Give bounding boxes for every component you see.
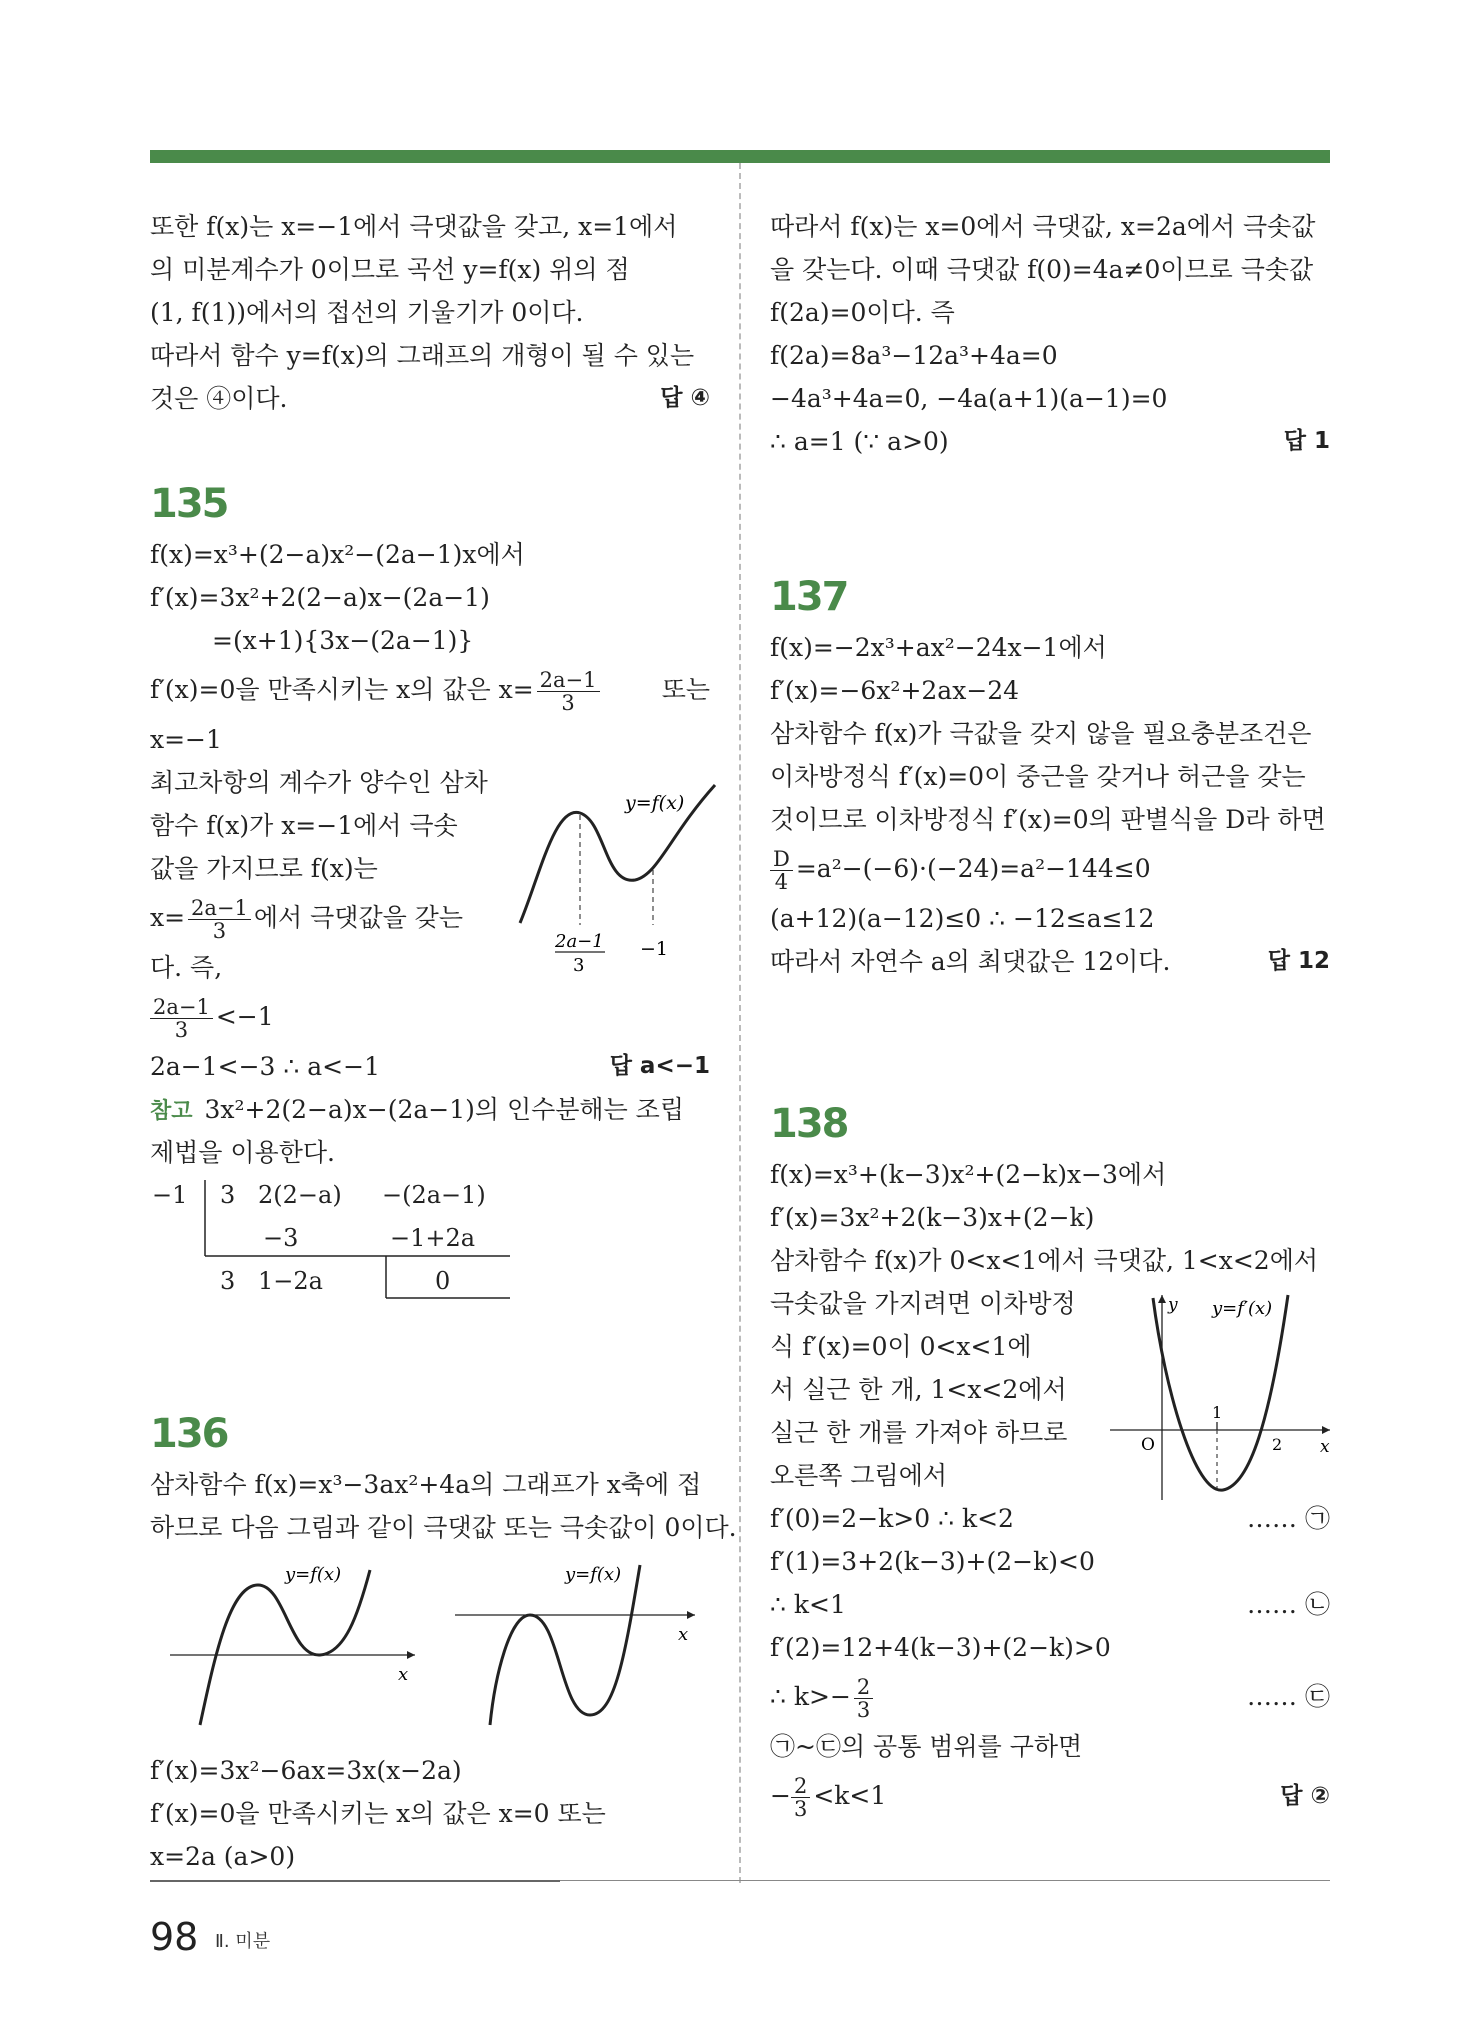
fraction-denominator: 3: [561, 691, 575, 715]
text-line: 삼차함수 f(x)=x³−3ax²+4a의 그래프가 x축에 접: [150, 1470, 702, 1499]
equation-tag: …… ㉢: [1247, 1682, 1330, 1711]
text-line: f(x)=x³+(k−3)x²+(2−k)x−3에서: [770, 1160, 1167, 1189]
text-line: (1, f(1))에서의 접선의 기울기가 0이다.: [150, 298, 584, 327]
text-segment: ∴ k<1: [770, 1590, 846, 1619]
graph-label: y=f′(x): [1212, 1298, 1273, 1319]
text-segment: <−1: [215, 1002, 274, 1031]
text-line: [150, 989, 710, 1045]
fraction-numerator: D: [770, 848, 793, 871]
axis-label: x: [398, 1664, 409, 1685]
synth-cell: −1: [152, 1181, 188, 1209]
axis-label: x: [678, 1624, 689, 1645]
text-line: 함수 f(x)가 x=−1에서 극솟: [150, 811, 458, 840]
synth-cell: −1+2a: [390, 1224, 476, 1252]
problem-number: 135: [150, 481, 228, 527]
text-line: f′(x)=0을 만족시키는 x의 값은 x=0 또는: [150, 1799, 606, 1828]
text-line: (a+12)(a−12)≤0 ∴ −12≤a≤12: [770, 904, 1155, 933]
equation-tag: …… ㉠: [1247, 1504, 1330, 1533]
text-line: f(x)=−2x³+ax²−24x−1에서: [770, 633, 1107, 662]
text-line: 제법을 이용한다.: [150, 1138, 335, 1167]
text-line: [770, 940, 1330, 983]
text-segment: f′(x)=0을 만족시키는 x의 값은 x=: [150, 675, 534, 704]
problem-number: 136: [150, 1411, 228, 1457]
graph-tick: −1: [640, 938, 669, 960]
graph-136-b: [450, 1555, 710, 1735]
text-line: =(x+1){3x−(2a−1)}: [212, 626, 474, 655]
chapter-label: Ⅱ. 미분: [215, 1931, 271, 1952]
problem-number: 138: [770, 1101, 848, 1147]
text-line: [150, 377, 710, 420]
note-label: 참고: [150, 1099, 193, 1124]
answer-label: 답 1: [1283, 428, 1330, 454]
axis-label: x: [1320, 1437, 1330, 1457]
text-line: [770, 1768, 1330, 1824]
text-line: 식 f′(x)=0이 0<x<1에: [770, 1332, 1032, 1361]
text-line: f′(2)=12+4(k−3)+(2−k)>0: [770, 1633, 1111, 1662]
graph-tick-denominator: 3: [573, 955, 585, 975]
text-segment: =a²−(−6)·(−24)=a²−144≤0: [795, 854, 1151, 883]
synth-cell: −(2a−1): [382, 1181, 486, 1209]
text-segment: 것은 ④이다.: [150, 384, 288, 413]
synth-cell: −3: [263, 1224, 299, 1252]
text-line: −4a³+4a=0, −4a(a+1)(a−1)=0: [770, 384, 1168, 413]
text-line: 이차방정식 f′(x)=0이 중근을 갖거나 허근을 갖는: [770, 762, 1306, 791]
fraction-numerator: 2a−1: [188, 897, 251, 920]
fraction: [791, 1775, 810, 1820]
fraction: [854, 1676, 873, 1721]
graph-label: y=f(x): [565, 1564, 622, 1585]
fraction: [188, 897, 251, 942]
synth-cell: 2(2−a): [258, 1181, 342, 1209]
equation-tag: …… ㉡: [1247, 1590, 1330, 1619]
fraction-numerator: 2: [854, 1676, 873, 1699]
fraction: [770, 848, 793, 893]
text-segment: ∴ a=1 (∵ a>0): [770, 427, 949, 456]
graph-135: [510, 775, 725, 975]
answer-label: 답 12: [1267, 948, 1330, 974]
text-line: 다. 즉,: [150, 953, 223, 982]
text-line: 삼차함수 f(x)가 극값을 갖지 않을 필요충분조건은: [770, 719, 1312, 748]
text-segment: 따라서 자연수 a의 최댓값은 12이다.: [770, 947, 1171, 976]
graph-138: [1105, 1290, 1335, 1505]
text-line: 따라서 f(x)는 x=0에서 극댓값, x=2a에서 극솟값: [770, 212, 1316, 241]
synth-cell: 1−2a: [258, 1267, 323, 1295]
fraction-denominator: 3: [174, 1018, 189, 1042]
text-line: [150, 662, 710, 718]
page-number: 98: [150, 1915, 199, 1959]
origin-label: O: [1141, 1435, 1155, 1455]
answer-label: 답 ④: [660, 385, 710, 411]
header-bar: [150, 150, 1330, 163]
text-line: 따라서 함수 y=f(x)의 그래프의 개형이 될 수 있는: [150, 341, 695, 370]
right-column: [770, 205, 1330, 463]
graph-tick-numerator: 2a−1: [555, 931, 604, 952]
fraction-numerator: 2: [791, 1775, 810, 1798]
text-segment: x=: [150, 903, 186, 932]
axis-label: y: [1168, 1295, 1178, 1315]
text-line: [150, 1045, 710, 1088]
problem-number: 137: [770, 574, 848, 620]
text-line: [770, 841, 1330, 897]
tick-label: 1: [1212, 1403, 1223, 1422]
fraction-denominator: 3: [793, 1797, 808, 1821]
synth-cell: 3: [220, 1181, 236, 1209]
fraction: [150, 996, 213, 1041]
text-line: 서 실근 한 개, 1<x<2에서: [770, 1375, 1067, 1404]
footer-rule-bold: [150, 1880, 560, 1882]
text-line: 값을 가지므로 f(x)는: [150, 854, 378, 883]
tick-label: 2: [1272, 1435, 1283, 1454]
text-line: f′(x)=−6x²+2ax−24: [770, 676, 1020, 705]
text-line: f′(x)=3x²−6ax=3x(x−2a): [150, 1756, 462, 1785]
text-line: 극솟값을 가지려면 이차방정: [770, 1289, 1076, 1318]
text-segment: f′(0)=2−k>0 ∴ k<2: [770, 1504, 1014, 1533]
answer-label: 답 a<−1: [609, 1053, 710, 1079]
fraction-denominator: 4: [774, 870, 789, 894]
text-line: [770, 420, 1330, 463]
synth-lines: [150, 1174, 510, 1304]
graph-label: y=f(x): [285, 1564, 342, 1585]
text-segment: 에서 극댓값을 갖는: [253, 903, 463, 932]
text-line: f(2a)=0이다. 즉: [770, 298, 955, 327]
fraction-denominator: 3: [212, 919, 227, 943]
text-line: f′(x)=3x²+2(k−3)x+(2−k): [770, 1203, 1095, 1232]
text-line: 또한 f(x)는 x=−1에서 극댓값을 갖고, x=1에서: [150, 212, 678, 241]
left-column: [150, 205, 710, 420]
text-line: 하므로 다음 그림과 같이 극댓값 또는 극솟값이 0이다.: [150, 1513, 737, 1542]
fraction-numerator: 2a−1: [537, 669, 600, 692]
text-segment: <k<1: [813, 1781, 887, 1810]
text-line: 의 미분계수가 0이므로 곡선 y=f(x) 위의 점: [150, 255, 630, 284]
synthetic-division: [150, 1174, 710, 1304]
text-line: 실근 한 개를 가져야 하므로: [770, 1418, 1068, 1447]
text-line: f(2a)=8a³−12a³+4a=0: [770, 341, 1058, 370]
synth-cell: 3: [220, 1267, 236, 1295]
text-line: 삼차함수 f(x)가 0<x<1에서 극댓값, 1<x<2에서: [770, 1246, 1319, 1275]
text-line: x=−1: [150, 725, 222, 754]
text-segment: 또는: [661, 675, 710, 704]
problem-137: [770, 568, 1330, 983]
text-line: [770, 1583, 1330, 1626]
fraction-numerator: 2a−1: [150, 996, 213, 1019]
text-line: f′(1)=3+2(k−3)+(2−k)<0: [770, 1547, 1095, 1576]
text-segment: 3x²+2(2−a)x−(2a−1)의 인수분해는 조립: [204, 1095, 684, 1124]
text-line: f(x)=x³+(2−a)x²−(2a−1)x에서: [150, 540, 525, 569]
answer-label: 답 ②: [1280, 1783, 1330, 1809]
text-line: 오른쪽 그림에서: [770, 1461, 947, 1490]
text-line: f′(x)=3x²+2(2−a)x−(2a−1): [150, 583, 490, 612]
column-divider: [739, 163, 741, 1883]
text-line: [150, 1088, 710, 1131]
fraction: [537, 669, 600, 714]
text-segment: 2a−1<−3 ∴ a<−1: [150, 1052, 380, 1081]
graph-136-a: [160, 1555, 420, 1735]
graph-label: y=f(x): [625, 792, 685, 814]
text-line: ㉠~㉢의 공통 범위를 구하면: [770, 1732, 1083, 1761]
text-line: 최고차항의 계수가 양수인 삼차: [150, 768, 488, 797]
synth-cell: 0: [435, 1267, 451, 1295]
text-line: x=2a (a>0): [150, 1842, 296, 1871]
text-line: 것이므로 이차방정식 f′(x)=0의 판별식을 D라 하면: [770, 805, 1326, 834]
text-line: [770, 1669, 1330, 1725]
text-segment: −: [770, 1781, 791, 1810]
text-line: 을 갖는다. 이때 극댓값 f(0)=4a≠0이므로 극솟값: [770, 255, 1314, 284]
text-segment: ∴ k>−: [770, 1682, 851, 1711]
fraction-denominator: 3: [856, 1698, 871, 1722]
